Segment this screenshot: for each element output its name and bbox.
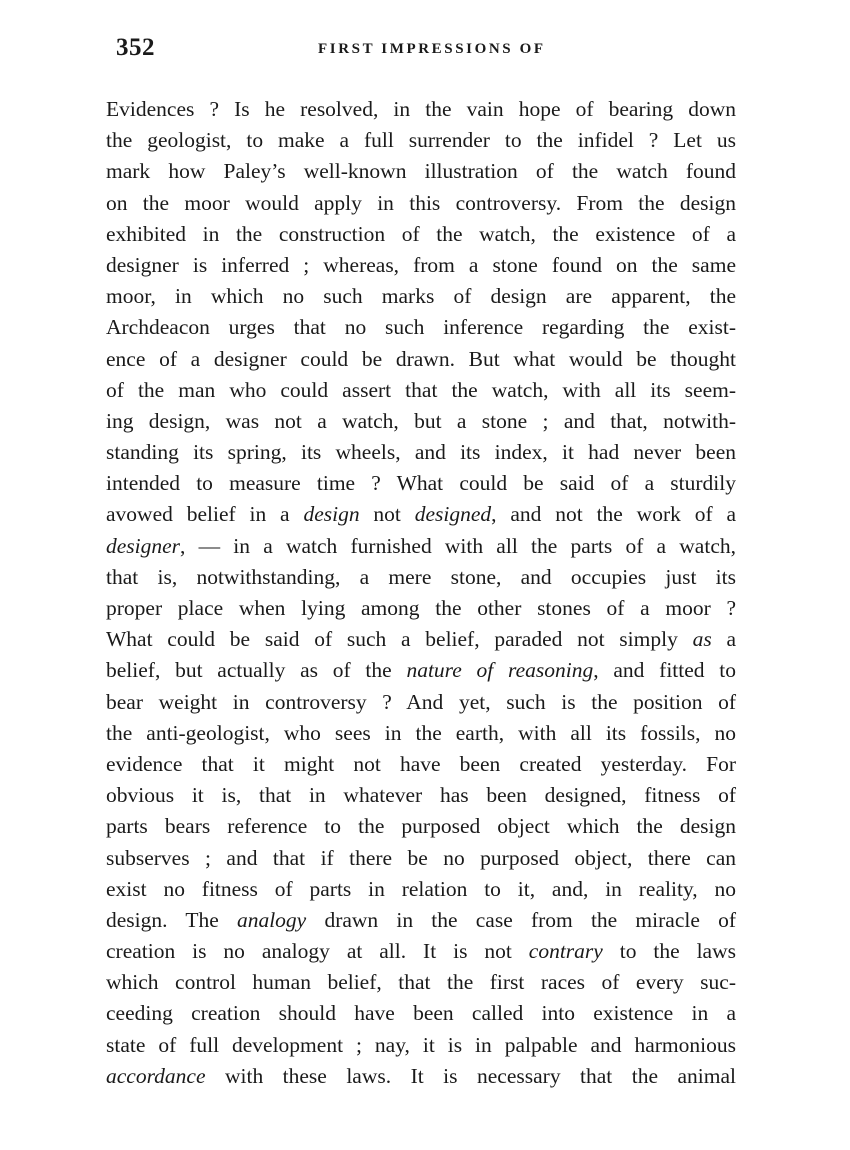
text-run: parts bears reference to the purposed object which the design [106, 814, 736, 839]
italic-text: nature of reasoning [406, 658, 594, 683]
text-run: , — in a watch furnished with all the parts of a watch, [180, 533, 736, 558]
text-run: ence of a designer could be drawn. But what would be thought [106, 346, 736, 371]
text-run: not [359, 502, 415, 527]
text-line [106, 406, 736, 437]
text-line [106, 749, 736, 780]
text-run: obvious it is, that in whatever has been designed, fitness of [106, 783, 736, 808]
text-line [106, 468, 736, 499]
text-line [106, 936, 736, 967]
text-line [106, 219, 736, 250]
text-line [106, 593, 736, 624]
text-run: proper place when lying among the other stones of a moor ? [106, 596, 736, 620]
text-line [106, 874, 736, 905]
text-run: a [711, 627, 736, 652]
text-run: to the laws [602, 939, 736, 964]
italic-text: designed [414, 502, 492, 527]
text-line [106, 499, 736, 530]
text-line [106, 375, 736, 406]
text-run: moor, in which no such marks of design are apparent, the [106, 284, 736, 309]
text-line [106, 1061, 736, 1092]
text-line [106, 125, 736, 156]
text-run: ceeding creation should have been called into existence in a [106, 1001, 736, 1026]
text-line [106, 998, 736, 1029]
page-header [116, 34, 740, 68]
text-line [106, 344, 736, 375]
text-run: on the moor would apply in this controversy. From the design [106, 190, 736, 215]
italic-text: designer [106, 533, 181, 558]
text-run: ing design, was not a watch, but a stone ; and that, notwith- [106, 408, 736, 433]
text-line [106, 905, 736, 936]
text-run: intended to measure time ? What could be said of a sturdily [106, 471, 736, 496]
text-line [106, 250, 736, 281]
text-run: state of full development ; nay, it is in palpable and harmonious [106, 1032, 736, 1057]
italic-text: analogy [236, 907, 307, 932]
italic-text: design [303, 502, 360, 527]
text-run: the anti-geologist, who sees in the earth, with all its fossils, no [106, 720, 736, 745]
text-run: drawn in the case from the miracle of [306, 907, 736, 932]
text-run: with these laws. It is necessary that the animal [205, 1063, 736, 1088]
text-run: bear weight in controversy ? And yet, such is the position of [106, 689, 736, 714]
text-line [106, 562, 736, 593]
text-line [106, 156, 736, 187]
text-run: , and fitted to [593, 658, 737, 683]
text-run: , and not the work of a [491, 502, 736, 527]
text-run: subserves ; and that if there be no purposed object, there can [106, 845, 736, 870]
text-line [106, 437, 736, 468]
text-run: avowed belief in a [106, 502, 304, 527]
text-line [106, 531, 736, 562]
text-line [106, 188, 736, 219]
text-line [106, 1030, 736, 1061]
text-line [106, 718, 736, 749]
text-line [106, 94, 736, 125]
text-line [106, 624, 736, 655]
text-run: exhibited in the construction of the watch, the existence of a [106, 221, 736, 246]
text-run: that is, notwithstanding, a mere stone, and occupies just its [106, 564, 736, 589]
text-run: mark how Paley’s well-known illustration of the watch found [106, 159, 736, 184]
text-run: evidence that it might not have been created yesterday. For [106, 751, 736, 776]
text-run: design. The [106, 907, 237, 932]
text-run: exist no fitness of parts in relation to it, and, in reality, no [106, 876, 736, 901]
text-line [106, 687, 736, 718]
body-text [106, 94, 736, 1092]
text-run: which control human belief, that the first races of every suc- [106, 970, 736, 995]
italic-text: contrary [528, 939, 603, 964]
italic-text: accordance [106, 1063, 206, 1088]
text-line [106, 780, 736, 811]
text-run: standing its spring, its wheels, and its index, it had never been [106, 440, 736, 465]
text-run: belief, but actually as of the [106, 658, 407, 683]
text-run: of the man who could assert that the watch, with all its seem- [106, 377, 736, 402]
text-run: Evidences ? Is he resolved, in the vain hope of bearing down [106, 97, 736, 121]
text-line [106, 281, 736, 312]
text-run: Archdeacon urges that no such inference regarding the exist- [106, 315, 736, 340]
text-run: What could be said of such a belief, paraded not simply [106, 627, 693, 652]
text-line [106, 312, 736, 343]
italic-text: as [692, 627, 712, 652]
text-line [106, 655, 736, 686]
text-line [106, 967, 736, 998]
text-line [106, 843, 736, 874]
page-number: 352 [116, 34, 155, 61]
text-run: the geologist, to make a full surrender to the infidel ? Let us [106, 128, 736, 153]
text-run: creation is no analogy at all. It is not [106, 939, 529, 964]
text-line [106, 811, 736, 842]
text-run: designer is inferred ; whereas, from a stone found on the same [106, 252, 736, 277]
running-head: FIRST IMPRESSIONS OF [318, 41, 546, 57]
